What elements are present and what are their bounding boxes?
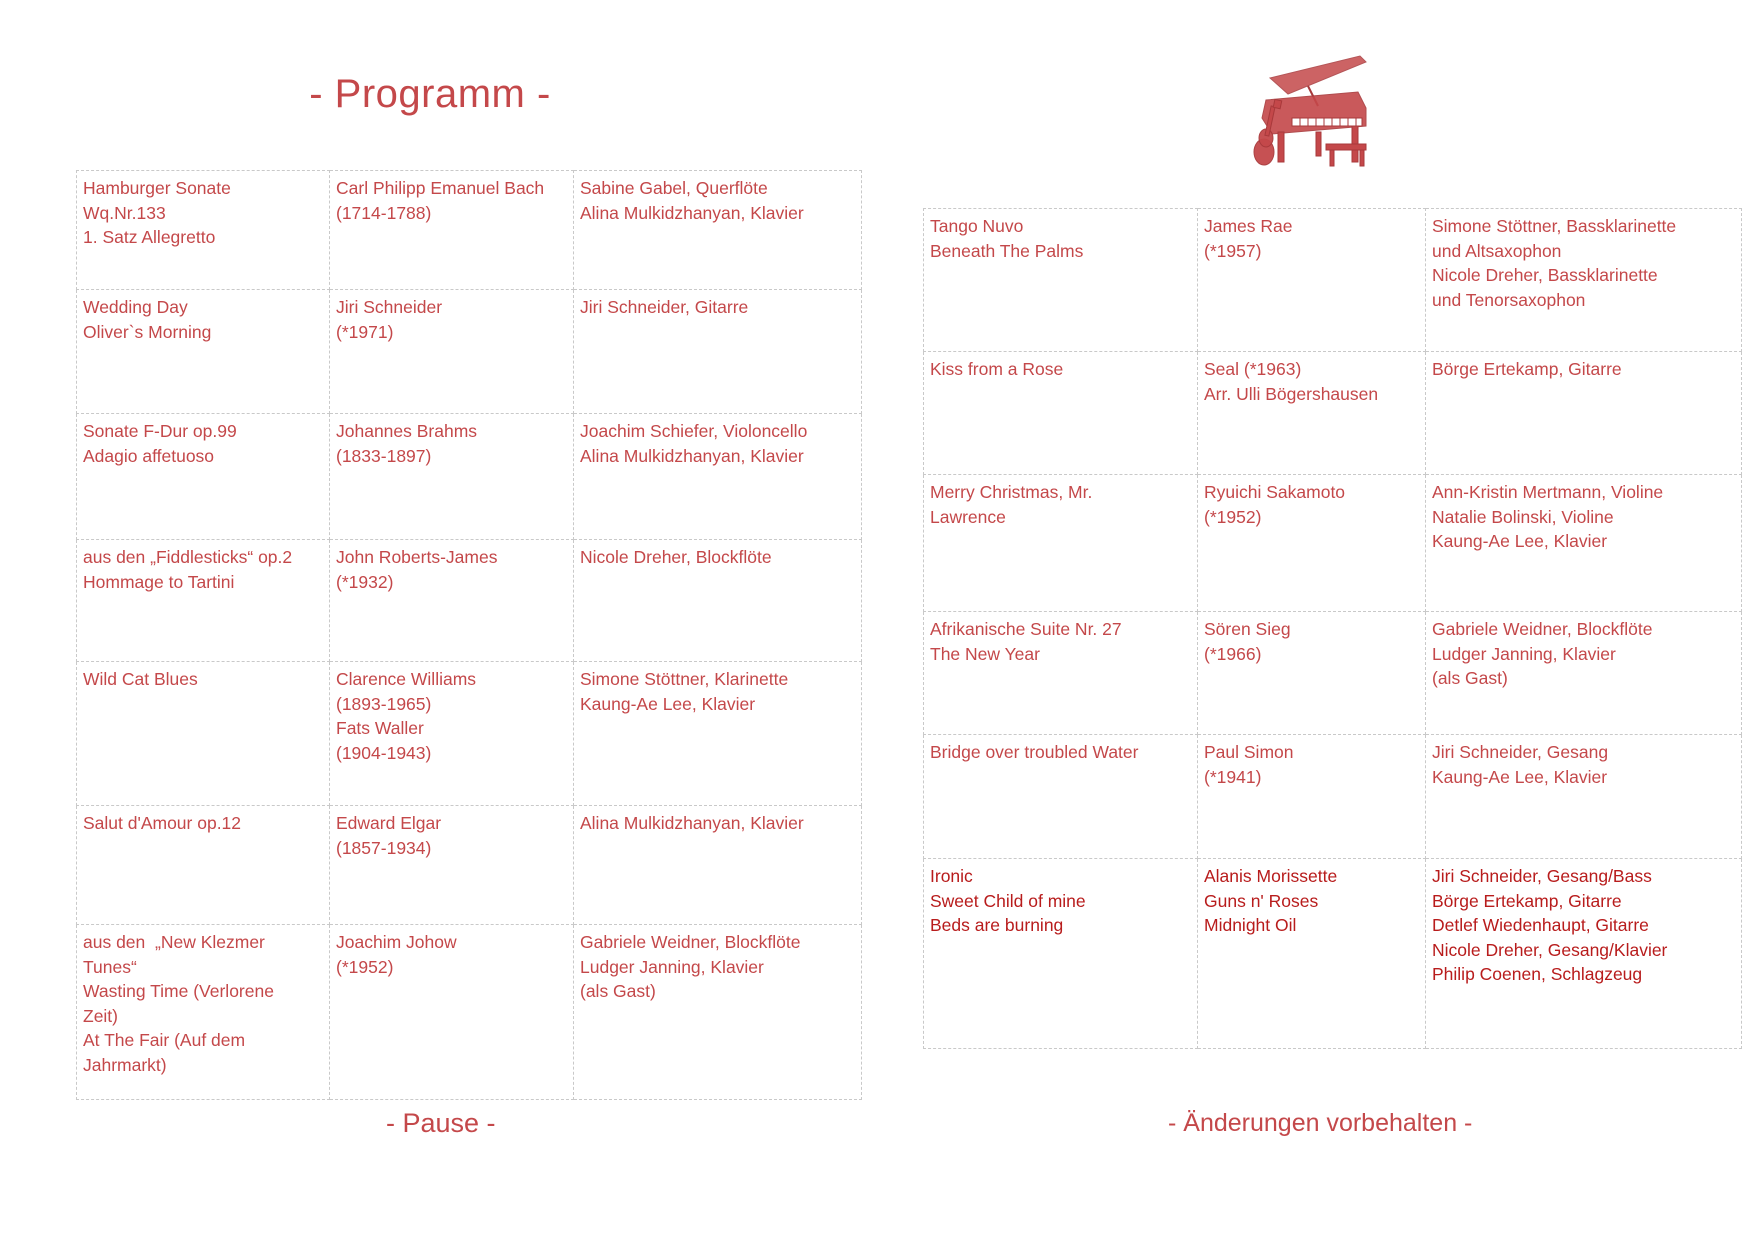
pause-note: - Pause -: [386, 1108, 496, 1138]
performers-line: Jiri Schneider, Gesang/Bass: [1432, 866, 1652, 886]
composer-line: Arr. Ulli Bögershausen: [1204, 383, 1379, 404]
piece-line: Afrikanische Suite Nr. 27: [930, 619, 1122, 639]
composer-line: Fats Waller: [336, 718, 424, 738]
piece-line: Merry Christmas, Mr.: [930, 482, 1093, 502]
performers-line: (als Gast): [580, 981, 656, 1001]
performers-cell: [574, 414, 862, 540]
piece-line: Wasting Time (Verlorene: [83, 981, 274, 1001]
program-row: [924, 352, 1742, 475]
performers-line: Gabriele Weidner, Blockflöte: [1432, 619, 1653, 639]
composer-line: (*1957): [1204, 240, 1262, 261]
program-table-left: [76, 170, 862, 1100]
performers-line: Joachim Schiefer, Violoncello: [580, 421, 808, 441]
composer-line: Alanis Morissette: [1204, 866, 1338, 886]
composer-line: James Rae: [1204, 216, 1293, 236]
performers-cell: [574, 540, 862, 662]
composer-line: Guns n' Roses: [1204, 890, 1319, 911]
composer-line: Johannes Brahms: [336, 421, 478, 441]
piece-cell: [924, 859, 1198, 1049]
composer-cell: [330, 171, 574, 290]
piece-line: Lawrence: [930, 506, 1006, 527]
piece-line: Ironic: [930, 866, 973, 886]
composer-cell: [330, 414, 574, 540]
performers-cell: [1426, 859, 1742, 1049]
composer-line: Jiri Schneider: [336, 297, 443, 317]
piece-line: aus den „Fiddlesticks“ op.2: [83, 547, 293, 567]
composer-cell: [1198, 735, 1426, 859]
piece-cell: [924, 209, 1198, 352]
piece-line: At The Fair (Auf dem: [83, 1030, 246, 1050]
performers-line: Ludger Janning, Klavier: [1432, 643, 1616, 664]
performers-cell: [574, 171, 862, 290]
page-title: - Programm -: [309, 72, 551, 116]
program-row: [924, 859, 1742, 1049]
performers-cell: [1426, 475, 1742, 612]
piano-and-guitar-icon: [1248, 48, 1382, 172]
piece-line: Wedding Day: [83, 297, 188, 317]
performers-line: Ludger Janning, Klavier: [580, 956, 764, 977]
composer-cell: [1198, 612, 1426, 735]
piece-cell: [77, 806, 330, 925]
program-row: [924, 475, 1742, 612]
piece-line: Salut d'Amour op.12: [83, 813, 242, 833]
performers-cell: [574, 662, 862, 806]
performers-cell: [574, 290, 862, 414]
piece-line: Kiss from a Rose: [930, 359, 1064, 379]
performers-line: Alina Mulkidzhanyan, Klavier: [580, 445, 804, 466]
program-row: [924, 209, 1742, 352]
piece-line: Jahrmarkt): [83, 1054, 167, 1075]
piece-line: Wq.Nr.133: [83, 202, 166, 223]
performers-cell: [1426, 612, 1742, 735]
composer-line: (1714-1788): [336, 202, 432, 223]
performers-cell: [574, 806, 862, 925]
composer-line: (1857-1934): [336, 837, 432, 858]
program-row: [77, 806, 862, 925]
piece-line: Wild Cat Blues: [83, 669, 198, 689]
piece-line: aus den „New Klezmer: [83, 932, 265, 952]
composer-line: (*1952): [336, 956, 394, 977]
composer-cell: [1198, 859, 1426, 1049]
program-row: [924, 735, 1742, 859]
composer-line: Seal (*1963): [1204, 359, 1302, 379]
piece-line: Adagio affetuoso: [83, 445, 215, 466]
piece-line: Zeit): [83, 1005, 118, 1026]
piece-cell: [924, 352, 1198, 475]
piece-cell: [77, 540, 330, 662]
piece-line: Sonate F-Dur op.99: [83, 421, 237, 441]
performers-line: Kaung-Ae Lee, Klavier: [580, 693, 756, 714]
composer-line: (*1971): [336, 321, 394, 342]
piece-cell: [924, 475, 1198, 612]
composer-cell: [1198, 352, 1426, 475]
performers-line: Börge Ertekamp, Gitarre: [1432, 890, 1622, 911]
composer-line: Edward Elgar: [336, 813, 442, 833]
composer-cell: [330, 925, 574, 1100]
piece-line: Hommage to Tartini: [83, 571, 235, 592]
piece-line: Oliver`s Morning: [83, 321, 212, 342]
performers-line: Detlef Wiedenhaupt, Gitarre: [1432, 915, 1649, 935]
performers-cell: [1426, 209, 1742, 352]
performers-line: Jiri Schneider, Gitarre: [580, 297, 749, 317]
performers-line: Nicole Dreher, Blockflöte: [580, 547, 772, 567]
performers-line: Simone Stöttner, Bassklarinette: [1432, 216, 1677, 236]
composer-line: (*1932): [336, 571, 394, 592]
performers-line: Börge Ertekamp, Gitarre: [1432, 359, 1622, 379]
performers-cell: [574, 925, 862, 1100]
piece-line: Sweet Child of mine: [930, 890, 1086, 911]
piece-cell: [924, 612, 1198, 735]
piece-line: Bridge over troubled Water: [930, 742, 1139, 762]
performers-line: Alina Mulkidzhanyan, Klavier: [580, 202, 804, 223]
composer-cell: [1198, 475, 1426, 612]
composer-line: (1893-1965): [336, 693, 432, 714]
piece-cell: [77, 662, 330, 806]
performers-line: Natalie Bolinski, Violine: [1432, 506, 1614, 527]
performers-line: und Tenorsaxophon: [1432, 289, 1586, 310]
program-row: [77, 171, 862, 290]
performers-cell: [1426, 735, 1742, 859]
performers-cell: [1426, 352, 1742, 475]
piece-cell: [77, 171, 330, 290]
performers-line: Sabine Gabel, Querflöte: [580, 178, 768, 198]
composer-line: (1833-1897): [336, 445, 432, 466]
performers-line: Simone Stöttner, Klarinette: [580, 669, 789, 689]
performers-line: Philip Coenen, Schlagzeug: [1432, 964, 1643, 984]
piece-line: Tango Nuvo: [930, 216, 1024, 236]
composer-line: Ryuichi Sakamoto: [1204, 482, 1346, 502]
composer-line: Clarence Williams: [336, 669, 477, 689]
performers-line: Ann-Kristin Mertmann, Violine: [1432, 482, 1664, 502]
piece-line: 1. Satz Allegretto: [83, 227, 216, 247]
performers-line: Nicole Dreher, Bassklarinette: [1432, 265, 1658, 285]
piece-line: The New Year: [930, 643, 1040, 664]
composer-cell: [1198, 209, 1426, 352]
piece-line: Beneath The Palms: [930, 240, 1084, 261]
performers-line: Kaung-Ae Lee, Klavier: [1432, 531, 1608, 551]
performers-line: und Altsaxophon: [1432, 240, 1562, 261]
composer-line: Joachim Johow: [336, 932, 457, 952]
composer-line: Paul Simon: [1204, 742, 1294, 762]
program-row: [924, 612, 1742, 735]
changes-note: - Änderungen vorbehalten -: [1168, 1109, 1473, 1137]
program-row: [77, 290, 862, 414]
composer-line: (*1952): [1204, 506, 1262, 527]
piece-line: Tunes“: [83, 956, 137, 977]
composer-line: Sören Sieg: [1204, 619, 1291, 639]
program-row: [77, 540, 862, 662]
composer-cell: [330, 290, 574, 414]
composer-cell: [330, 662, 574, 806]
program-row: [77, 925, 862, 1100]
composer-line: (*1966): [1204, 643, 1262, 664]
piece-line: Beds are burning: [930, 915, 1064, 935]
composer-line: John Roberts-James: [336, 547, 498, 567]
composer-line: Midnight Oil: [1204, 915, 1297, 935]
performers-line: Alina Mulkidzhanyan, Klavier: [580, 813, 804, 833]
program-table-right: [923, 208, 1742, 1049]
performers-line: Gabriele Weidner, Blockflöte: [580, 932, 801, 952]
piece-cell: [77, 414, 330, 540]
composer-line: Carl Philipp Emanuel Bach: [336, 178, 545, 198]
piece-cell: [77, 925, 330, 1100]
performers-line: (als Gast): [1432, 668, 1508, 688]
performers-line: Kaung-Ae Lee, Klavier: [1432, 766, 1608, 787]
piece-cell: [924, 735, 1198, 859]
composer-line: (1904-1943): [336, 742, 432, 763]
performers-line: Nicole Dreher, Gesang/Klavier: [1432, 939, 1668, 960]
piece-line: Hamburger Sonate: [83, 178, 231, 198]
composer-cell: [330, 540, 574, 662]
piece-cell: [77, 290, 330, 414]
program-row: [77, 662, 862, 806]
program-row: [77, 414, 862, 540]
performers-line: Jiri Schneider, Gesang: [1432, 742, 1609, 762]
composer-line: (*1941): [1204, 766, 1262, 787]
composer-cell: [330, 806, 574, 925]
